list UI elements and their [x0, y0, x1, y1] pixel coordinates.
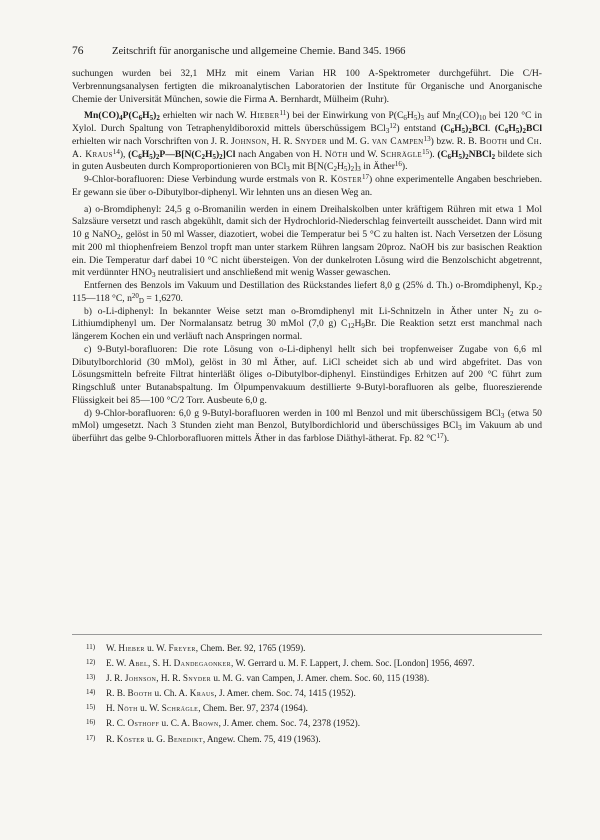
- procedure-d: d) 9-Chlor-borafluoren: 6,0 g 9-Butyl-borafluoren werden in 100 ml Benzol und mit überschüssigem BCl$_3$ (etwa 50 mMol) umgesetzt. Nach 3 Stunden zieht man Benzol, Butylbordichlorid und überschüssiges BCl$_3$ im Vakuum ab und überführt das gelbe 9-Chlorborafluoren mittels Äther in das farblose Diäthyl-ätherat. Fp. 82 $^\circ C^{17}$).: [72, 407, 542, 444]
- footnote-ref: 17: [436, 432, 444, 440]
- footnote: 13) J. R. Johnson, H. R. Snyder u. M. G. van Campen, J. Amer. chem. Soc. 60, 115 (1938).: [86, 673, 430, 684]
- footnote-number: 13): [86, 673, 96, 682]
- footnote: 16) R. C. Osthoff u. C. A. Brown, J. Amer. chem. Soc. 74, 2378 (1952).: [86, 718, 361, 729]
- procedure-a-yield: Entfernen des Benzols im Vakuum und Destillation des Rückstandes liefert 8,0 g (25% d. Th.) o-Bromdiphenyl, $Kp._2$ 115—118 °C, $n^{20}_D = 1,6270$.: [72, 280, 542, 305]
- footnote-ref: 11: [279, 109, 287, 118]
- footnote: 17) R. Köster u. G. Benedikt, Angew. Chem. 75, 419 (1963).: [86, 733, 321, 744]
- journal-title: Zeitschrift für anorganische und allgemeine Chemie. Band 345. 1966: [112, 46, 406, 57]
- page-number: 76: [72, 45, 84, 57]
- procedure-a: a) o-Bromdiphenyl: 24,5 g o-Bromanilin werden in einem Dreihalskolben unter kräftigem Rühren mit etwa 1 Mol Salzsäure versetzt und rasch abgekühlt, damit sich der Hydrochlorid-Niederschlag feinverteilt ausscheidet. Dann wird mit 10 g NaNO$_2$, gelöst in 50 ml Wasser, diazotiert, wobei die Temperatur bei 5 °C zu halten ist. Nach Versetzen der Lösung mit 200 ml thiophenfreiem Benzol tropft man unter starkem Rühren langsam 20proz. NaOH bis zur basischen Reaktion ein. Die Temperatur darf dabei 10 °C nicht übersteigen. Von der dunkelroten Lösung wird die Benzolschicht abgetrennt, mit verdünnter $HNO_3$ neutralisiert und anschließend mit wenig Wasser gewaschen.: [72, 203, 543, 280]
- paragraph-methods: suchungen wurden bei 32,1 MHz mit einem Varian HR 100 A-Spektrometer durchgeführt. Die C/H-Verbrennungsanalysen fertigten die mikroanalytischen Laboratorien der Institute für Organische und Anorganische Chemie der Universität München, sowie die Firma A. Bernhardt, Mülheim (Ruhr).: [72, 68, 542, 105]
- footnote: 14) R. B. Booth u. Ch. A. Kraus, J. Amer. chem. Soc. 74, 1415 (1952).: [86, 688, 356, 699]
- footnote-number: 17): [86, 733, 96, 742]
- footnote-number: 16): [86, 718, 96, 727]
- footnotes: [72, 641, 542, 747]
- footnote-number: 12): [86, 658, 96, 667]
- article-body: [72, 68, 542, 446]
- footnote-ref: 13: [423, 134, 431, 143]
- paragraph-chlor-borafluoren: 9-Chlor-borafluoren: Diese Verbindung wurde erstmals von R. Köster$^{17}$) ohne experimentelle Angaben beschrieben. Er gewann sie über o-Dibutylbor-diphenyl. Wir lehnten uns an diesen Weg an.: [72, 173, 542, 198]
- footnote: 15) H. Nöth u. W. Schrägle, Chem. Ber. 97, 2374 (1964).: [86, 703, 308, 714]
- footnote-number: 15): [86, 703, 96, 712]
- footnote-ref: 16: [394, 160, 402, 169]
- footnote-ref: 14: [112, 147, 120, 156]
- footnote: 11) W. Hieber u. W. Freyer, Chem. Ber. 92, 1765 (1959).: [86, 643, 306, 653]
- footnote-ref: 12: [389, 122, 397, 130]
- procedure-c: c) 9-Butyl-borafluoren: Die rote Lösung von o-Li-diphenyl hellt sich bei tropfenweiser Zugabe von 6,6 ml Dibutylborchlorid (30 mMol), gelöst in 30 ml Äther, auf. LiCl scheidet sich ab und wird abgefritet. Das von Lösungsmitteln befreite Filtrat hinterläßt öliges o-Dibutylbor-diphenyl. Einstündiges Erhitzen auf 200 °C führt zum Ringschluß unter Butanabspaltung. Im Ölpumpenvakuum destillierte 9-Butyl-borafluoren als gelbe, fluoreszierende Flüssigkeit bei 85—100 °C/2 Torr. Ausbeute 6,0 g.: [72, 343, 542, 406]
- paragraph-preparations: $Mn(CO)_4P(C_6H_5)_2$ erhielten wir nach W. Hieber$^{11}$) bei der Einwirkung von $P(C_6H_5)_3$ auf $Mn_2(CO)_{10}$ bei 120 °C in Xylol. Durch Spaltung von Tetraphenyldiboroxid mittels überschüssigem BCl$_3^{12}$) entstand $(C_6H_5)_2BCl$. $(C_6H_5)_2BCl$ erhielten wir nach Vorschriften von J. R. Johnson, H. R. Snyder und M. G. van Campen$^{13}$) bzw. R. B. Booth und Ch. A. Kraus$^{14}$), $(C_6H_5)_2P—B[N(C_2H_5)_2]Cl$ nach Angaben von H. Nöth und W. Schrägle$^{15}$). $(C_6H_5)_2NBCl_2$ bildete sich in guten Ausbeuten durch Komproportionieren von BCl$_3$ mit $B[N(C_2H_5)_2]_3$ in Äther$^{16}$).: [72, 109, 543, 174]
- running-header: [72, 44, 542, 59]
- footnote-ref: 15: [422, 147, 430, 156]
- footnote-ref: 17: [362, 173, 370, 181]
- footnote-number: 11): [86, 643, 96, 651]
- procedure-b: b) o-Li-diphenyl: In bekannter Weise setzt man o-Bromdiphenyl mit Li-Schnitzeln in Äther unter $N_2$ zu o-Lithiumdiphenyl um. Der Normalansatz betrug 30 mMol (7,0 g) $C_{12}H_9Br$. Die Reaktion setzt erst manchmal nach längerem Kochen ein und verläuft nach Anspringen normal.: [72, 305, 542, 342]
- footnote-divider: [72, 634, 542, 635]
- footnote-number: 14): [86, 688, 96, 697]
- footnote: 12) E. W. Abel, S. H. Dandegaonker, W. Gerrard u. M. F. Lappert, J. chem. Soc. [London] 1956, 4697.: [86, 658, 475, 669]
